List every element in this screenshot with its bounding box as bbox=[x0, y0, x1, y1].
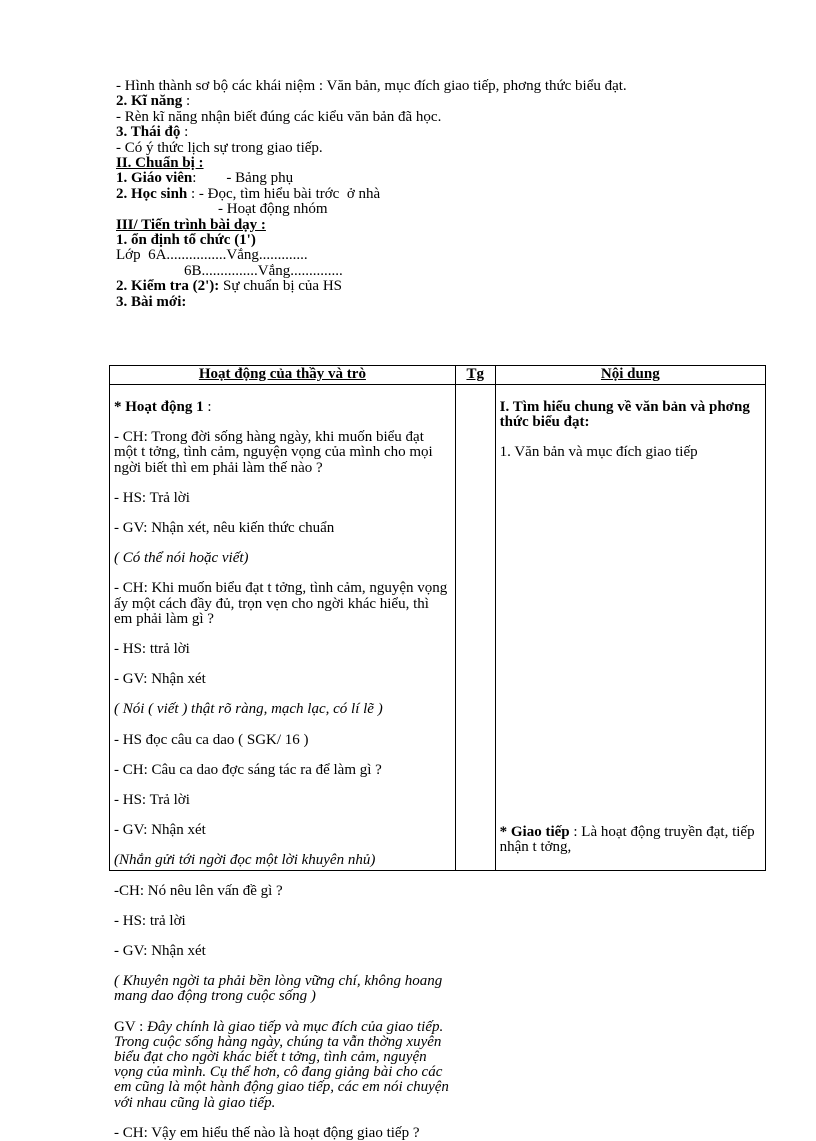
student-line bbox=[116, 187, 761, 202]
table-header-row bbox=[110, 366, 766, 385]
question-1: - CH: Trong đời sống hàng ngày, khi muốn biểu đạt một t tởng, tình cảm, nguyện vọng của mình cho mọi ngời biết thì em phải làm thế nào ? bbox=[114, 429, 433, 476]
section-heading: I. Tìm hiểu chung về văn bản và phơng thức biểu đạt: bbox=[499, 399, 750, 431]
lesson-table bbox=[109, 365, 766, 1141]
prep-heading: II. Chuẩn bị : bbox=[116, 155, 204, 172]
question-5: - CH: Vậy em hiểu thế nào là hoạt động giao tiếp ? bbox=[114, 1124, 420, 1141]
teacher-text: : - Bảng phụ bbox=[192, 170, 294, 187]
question-2: - CH: Khi muốn biểu đạt t tởng, tình cảm, nguyện vọng ấy một cách đầy đủ, trọn vẹn cho ngời khác hiểu, thì em phải làm gì ? bbox=[114, 580, 448, 627]
answer-4: - HS: trả lời bbox=[114, 912, 186, 929]
teacher-1: - GV: Nhận xét, nêu kiến thức chuẩn bbox=[114, 520, 335, 537]
teacher-2: - GV: Nhận xét bbox=[114, 671, 206, 688]
class-6a: Lớp 6A................Vắng............. bbox=[116, 247, 308, 264]
skills-heading: 2. Kĩ năng bbox=[116, 93, 183, 110]
activity-heading: * Hoạt động 1 bbox=[114, 399, 204, 415]
org-heading: 1. ổn định tổ chức (1') bbox=[116, 232, 256, 249]
teacher-line bbox=[116, 171, 761, 186]
answer-1: - HS: Trả lời bbox=[114, 489, 190, 506]
gv-label: GV : bbox=[114, 1018, 144, 1035]
answer-2: - HS: ttrả lời bbox=[114, 641, 190, 658]
content-cell bbox=[495, 385, 765, 871]
header-content: Nội dung bbox=[495, 366, 765, 385]
teacher-3-note: (Nhắn gửi tới ngời đọc một lời khuyên nhủ) bbox=[114, 852, 376, 869]
teacher-4: - GV: Nhận xét bbox=[114, 943, 206, 960]
check-text: Sự chuẩn bị của HS bbox=[219, 278, 342, 295]
student-text: : - Đọc, tìm hiểu bài trớc ở nhà bbox=[187, 185, 381, 202]
new-lesson-heading: 3. Bài mới: bbox=[116, 293, 187, 310]
answer-3: - HS: Trả lời bbox=[114, 792, 190, 809]
reading-task: - HS đọc câu ca dao ( SGK/ 16 ) bbox=[114, 731, 309, 748]
class-6b: 6B...............Vắng.............. bbox=[184, 262, 343, 279]
skills-colon: : bbox=[182, 93, 191, 110]
activity-colon: : bbox=[203, 399, 212, 415]
attitude-text: - Có ý thức lịch sự trong giao tiếp. bbox=[116, 139, 323, 156]
attitude-heading: 3. Thái độ bbox=[116, 124, 181, 141]
skills-text: - Rèn kĩ năng nhận biết đúng các kiểu văn bản đã học. bbox=[116, 108, 442, 125]
student-label: 2. Học sinh bbox=[116, 185, 188, 202]
gv-text: Đây chính là giao tiếp và mục đích của giao tiếp. Trong cuộc sống hàng ngày, chúng ta vẫn thờng xuyên biểu đạt cho ngời khác biết t tởng, tình cảm, nguyện vọng của mình. Cụ thể hơn, cô đang giảng bài cho các em cũng là một hành động giao tiếp, các em nói chuyện với nhau cũng là giao tiếp. bbox=[114, 1018, 449, 1111]
teacher-explanation bbox=[114, 1020, 451, 1111]
student-text-2: - Hoạt động nhóm bbox=[218, 201, 328, 218]
teacher-3: - GV: Nhận xét bbox=[114, 822, 206, 839]
check-label: 2. Kiểm tra (2'): bbox=[116, 278, 220, 295]
activities-cell bbox=[110, 385, 456, 1141]
question-4: -CH: Nó nêu lên vấn đề gì ? bbox=[114, 882, 283, 899]
attitude-colon: : bbox=[180, 124, 189, 141]
check-line bbox=[116, 279, 761, 294]
teacher-label: 1. Giáo viên bbox=[116, 170, 193, 187]
teacher-1-note: ( Có thể nói hoặc viết) bbox=[114, 550, 249, 567]
question-3: - CH: Câu ca dao đợc sáng tác ra để làm gì ? bbox=[114, 761, 382, 778]
objective-line: - Hình thành sơ bộ các khái niệm : Văn bản, mục đích giao tiếp, phơng thức biểu đạt. bbox=[116, 78, 627, 94]
activity-heading-line bbox=[114, 400, 451, 415]
definition bbox=[500, 825, 761, 855]
definition-text: : Là hoạt động truyền đạt, tiếp nhận t tởng, bbox=[499, 823, 755, 855]
process-heading: III/ Tiến trình bài dạy : bbox=[116, 216, 266, 233]
subsection-1: 1. Văn bản và mục đích giao tiếp bbox=[499, 444, 698, 461]
teacher-4-note: ( Khuyên ngời ta phải bền lòng vững chí, không hoang mang dao động trong cuộc sống ) bbox=[114, 973, 443, 1005]
lesson-intro bbox=[116, 79, 761, 310]
attitude-section bbox=[116, 125, 761, 140]
header-time: Tg bbox=[455, 366, 495, 385]
teacher-2-note: ( Nói ( viết ) thật rõ ràng, mạch lạc, có lí lẽ ) bbox=[114, 701, 383, 718]
header-activities: Hoạt động của thầy và trò bbox=[110, 366, 456, 385]
table-row bbox=[110, 385, 766, 871]
definition-label: * Giao tiếp bbox=[499, 823, 570, 840]
skills-section bbox=[116, 94, 761, 109]
time-cell bbox=[455, 385, 495, 871]
